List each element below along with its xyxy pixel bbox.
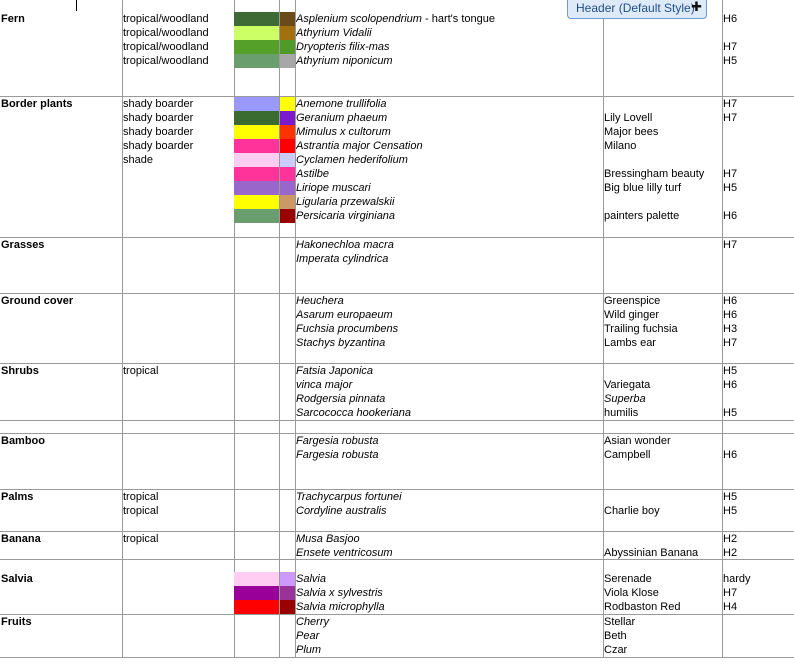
plant-cell[interactable] (296, 336, 601, 350)
color-swatch (280, 111, 295, 125)
variety-cell[interactable]: Lily Lovell (604, 112, 653, 124)
category-cell[interactable]: Fruits (1, 616, 32, 628)
plant-name: Astilbe (296, 168, 330, 180)
color-swatch (280, 125, 295, 139)
variety-cell[interactable]: Bressingham beauty (604, 168, 705, 180)
plant-name: Cherry (296, 616, 330, 628)
hardiness-cell[interactable]: H5 (723, 365, 738, 377)
plant-name: Stachys byzantina (296, 337, 386, 349)
plant-name: Fargesia robusta (296, 449, 379, 461)
plant-cell[interactable] (296, 125, 601, 139)
hardiness-cell[interactable]: H3 (723, 323, 738, 335)
variety-cell[interactable]: Charlie boy (604, 505, 660, 517)
variety-cell[interactable]: Abyssinian Banana (604, 547, 699, 559)
color-swatch (280, 54, 295, 68)
category-cell[interactable]: Shrubs (1, 365, 39, 377)
plant-name: Heuchera (296, 295, 344, 307)
plant-name: Musa Basjoo (296, 533, 360, 545)
hardiness-cell[interactable]: H6 (723, 449, 738, 461)
plant-cell[interactable] (296, 26, 601, 40)
plant-cell[interactable] (296, 139, 601, 153)
plant-name: Asarum europaeum (296, 309, 393, 321)
color-swatch (280, 12, 295, 26)
hardiness-cell[interactable]: H5 (723, 55, 738, 67)
plant-cell[interactable] (296, 97, 601, 111)
plus-icon[interactable]: ✚ (691, 0, 702, 14)
hardiness-cell[interactable]: H7 (723, 168, 738, 180)
plant-name: Fargesia robusta (296, 435, 379, 447)
hardiness-cell[interactable]: H7 (723, 98, 738, 110)
color-swatch (234, 572, 279, 586)
plant-name: Hakonechloa macra (296, 239, 394, 251)
variety-cell[interactable]: Wild ginger (604, 309, 660, 321)
plant-cell[interactable] (296, 378, 601, 392)
plant-name: Liriope muscari (296, 182, 371, 194)
category-cell[interactable]: Palms (1, 491, 34, 503)
variety-cell[interactable]: Lambs ear (604, 337, 656, 349)
color-swatch (280, 209, 295, 223)
plant-name: Trachycarpus fortunei (296, 491, 402, 503)
hardiness-cell[interactable]: H6 (723, 13, 738, 25)
variety-cell[interactable]: Big blue lilly turf (604, 182, 682, 194)
type-cell[interactable]: tropical (123, 491, 159, 503)
plant-cell[interactable] (296, 448, 601, 462)
plant-cell[interactable] (296, 40, 601, 54)
color-swatch (234, 600, 279, 614)
plant-name: Fatsia Japonica (296, 365, 374, 377)
color-swatch (234, 195, 279, 209)
color-swatch (234, 139, 279, 153)
category-cell[interactable]: Fern (1, 13, 25, 25)
plant-name: Salvia microphylla (296, 601, 385, 613)
color-swatch (280, 195, 295, 209)
color-swatch (280, 600, 295, 614)
hardiness-cell[interactable]: H5 (723, 407, 738, 419)
type-cell[interactable]: tropical/woodland (123, 27, 209, 39)
plant-name: Athyrium niponicum (296, 55, 393, 67)
plant-name: Anemone trullifolia (296, 98, 387, 110)
color-swatch (234, 97, 279, 111)
plant-name: vinca major (296, 379, 353, 391)
plant-cell[interactable] (296, 504, 601, 518)
plant-cell[interactable] (296, 643, 601, 657)
gridline (0, 657, 794, 658)
hardiness-cell[interactable]: H2 (723, 547, 738, 559)
plant-name: Ligularia przewalskii (296, 196, 395, 208)
plant-name: Salvia x sylvestris (296, 587, 383, 599)
color-swatch (280, 153, 295, 167)
plant-cell[interactable] (296, 490, 601, 504)
hardiness-cell[interactable]: H6 (723, 210, 738, 222)
plant-cell[interactable] (296, 195, 601, 209)
plant-name: Cyclamen hederifolium (296, 154, 408, 166)
hardiness-cell[interactable]: H6 (723, 295, 738, 307)
category-cell[interactable]: Grasses (1, 239, 45, 251)
color-swatch (234, 111, 279, 125)
plant-name: Ensete ventricosum (296, 547, 393, 559)
category-cell[interactable]: Ground cover (1, 295, 74, 307)
header-style-label: Header (Default Style) (576, 1, 695, 15)
plant-name: Asplenium scolopendrium (296, 13, 422, 25)
variety-cell[interactable]: Major bees (604, 126, 659, 138)
plant-cell[interactable] (296, 392, 601, 406)
plant-name: Dryopteris filix-mas (296, 41, 390, 53)
text-cursor (76, 0, 77, 11)
color-swatch (234, 586, 279, 600)
type-cell[interactable]: tropical (123, 505, 159, 517)
color-swatch (234, 125, 279, 139)
variety-cell[interactable]: Rodbaston Red (604, 601, 681, 613)
variety-cell[interactable]: painters palette (604, 210, 680, 222)
plant-cell[interactable] (296, 406, 601, 420)
color-swatch (234, 26, 279, 40)
plant-name: Athyrium Vidalii (296, 27, 372, 39)
color-swatch (234, 12, 279, 26)
gridline (0, 420, 794, 421)
plant-cell[interactable] (296, 586, 601, 600)
plant-name: Fuchsia procumbens (296, 323, 399, 335)
color-swatch (234, 167, 279, 181)
color-swatch (280, 572, 295, 586)
variety-cell[interactable]: Superba (604, 393, 646, 405)
plant-cell[interactable] (296, 434, 601, 448)
type-cell[interactable]: shady boarder (123, 126, 194, 138)
plant-name: Astrantia major Censation (296, 140, 423, 152)
plant-note: - hart's tongue (421, 13, 495, 25)
color-swatch (280, 181, 295, 195)
color-swatch (234, 209, 279, 223)
plant-cell[interactable] (296, 572, 601, 586)
hardiness-cell[interactable]: H5 (723, 491, 738, 503)
type-cell[interactable]: shady boarder (123, 140, 194, 152)
type-cell[interactable]: shady boarder (123, 98, 194, 110)
plant-name: Rodgersia pinnata (296, 393, 386, 405)
plant-name: Mimulus x cultorum (296, 126, 391, 138)
type-cell[interactable]: shady boarder (123, 112, 194, 124)
plant-cell[interactable] (296, 615, 601, 629)
variety-cell[interactable]: Milano (604, 140, 637, 152)
plant-cell[interactable] (296, 364, 601, 378)
color-swatch (234, 40, 279, 54)
type-cell[interactable]: tropical (123, 533, 159, 545)
hardiness-cell[interactable]: H6 (723, 309, 738, 321)
color-swatch (280, 40, 295, 54)
color-swatch (234, 54, 279, 68)
hardiness-cell[interactable]: H7 (723, 41, 738, 53)
variety-cell[interactable]: Variegata (604, 379, 651, 391)
hardiness-cell[interactable]: H7 (723, 239, 738, 251)
color-swatch (234, 153, 279, 167)
variety-cell[interactable]: Viola Klose (604, 587, 659, 599)
category-cell[interactable]: Salvia (1, 573, 33, 585)
plant-cell[interactable] (296, 294, 601, 308)
color-swatch (280, 167, 295, 181)
plant-cell[interactable] (296, 322, 601, 336)
plant-cell[interactable] (296, 153, 601, 167)
plant-name: Pear (296, 630, 320, 642)
plant-cell[interactable] (296, 252, 601, 266)
hardiness-cell[interactable]: H5 (723, 182, 738, 194)
plant-name: Plum (296, 644, 322, 656)
plant-cell[interactable] (296, 181, 601, 195)
plant-cell[interactable] (296, 308, 601, 322)
plant-cell[interactable] (296, 209, 601, 223)
plant-name: Geranium phaeum (296, 112, 388, 124)
plant-cell[interactable] (296, 238, 601, 252)
category-cell[interactable]: Border plants (1, 98, 73, 110)
plant-name: Sarcococca hookeriana (296, 407, 411, 419)
hardiness-cell[interactable]: H6 (723, 379, 738, 391)
category-cell[interactable]: Bamboo (1, 435, 45, 447)
color-swatch (234, 181, 279, 195)
variety-cell[interactable]: Czar (604, 644, 628, 656)
variety-cell[interactable]: Stellar (604, 616, 636, 628)
plant-cell[interactable] (296, 532, 601, 546)
color-swatch (280, 97, 295, 111)
hardiness-cell[interactable]: H5 (723, 505, 738, 517)
category-cell[interactable]: Banana (1, 533, 41, 545)
hardiness-cell[interactable]: H2 (723, 533, 738, 545)
variety-cell[interactable]: humilis (604, 407, 639, 419)
plant-cell[interactable] (296, 629, 601, 643)
plant-cell[interactable] (296, 600, 601, 614)
type-cell[interactable]: tropical/woodland (123, 13, 209, 25)
variety-cell[interactable]: Asian wonder (604, 435, 671, 447)
hardiness-cell[interactable]: H4 (723, 601, 738, 613)
plant-cell[interactable] (296, 167, 601, 181)
type-cell[interactable]: tropical (123, 365, 159, 377)
variety-cell[interactable]: Trailing fuchsia (604, 323, 678, 335)
plant-cell[interactable] (296, 54, 601, 68)
hardiness-cell[interactable]: H7 (723, 112, 738, 124)
plant-cell[interactable] (296, 111, 601, 125)
header-style-tab[interactable] (567, 0, 707, 19)
plant-name: Salvia (296, 573, 326, 585)
color-swatch (280, 26, 295, 40)
hardiness-cell[interactable]: H7 (723, 587, 738, 599)
hardiness-cell[interactable]: hardy (723, 573, 751, 585)
plant-name: Cordyline australis (296, 505, 387, 517)
variety-cell[interactable]: Beth (604, 630, 627, 642)
plant-name: Imperata cylindrica (296, 253, 389, 265)
color-swatch (280, 139, 295, 153)
type-cell[interactable]: tropical/woodland (123, 41, 209, 53)
hardiness-cell[interactable]: H7 (723, 337, 738, 349)
plant-name: Persicaria virginiana (296, 210, 396, 222)
variety-cell[interactable]: Greenspice (604, 295, 661, 307)
type-cell[interactable]: tropical/woodland (123, 55, 209, 67)
plant-cell[interactable] (296, 546, 601, 560)
type-cell[interactable]: shade (123, 154, 153, 166)
variety-cell[interactable]: Serenade (604, 573, 652, 585)
variety-cell[interactable]: Campbell (604, 449, 651, 461)
color-swatch (280, 586, 295, 600)
plant-cell[interactable] (296, 12, 601, 26)
